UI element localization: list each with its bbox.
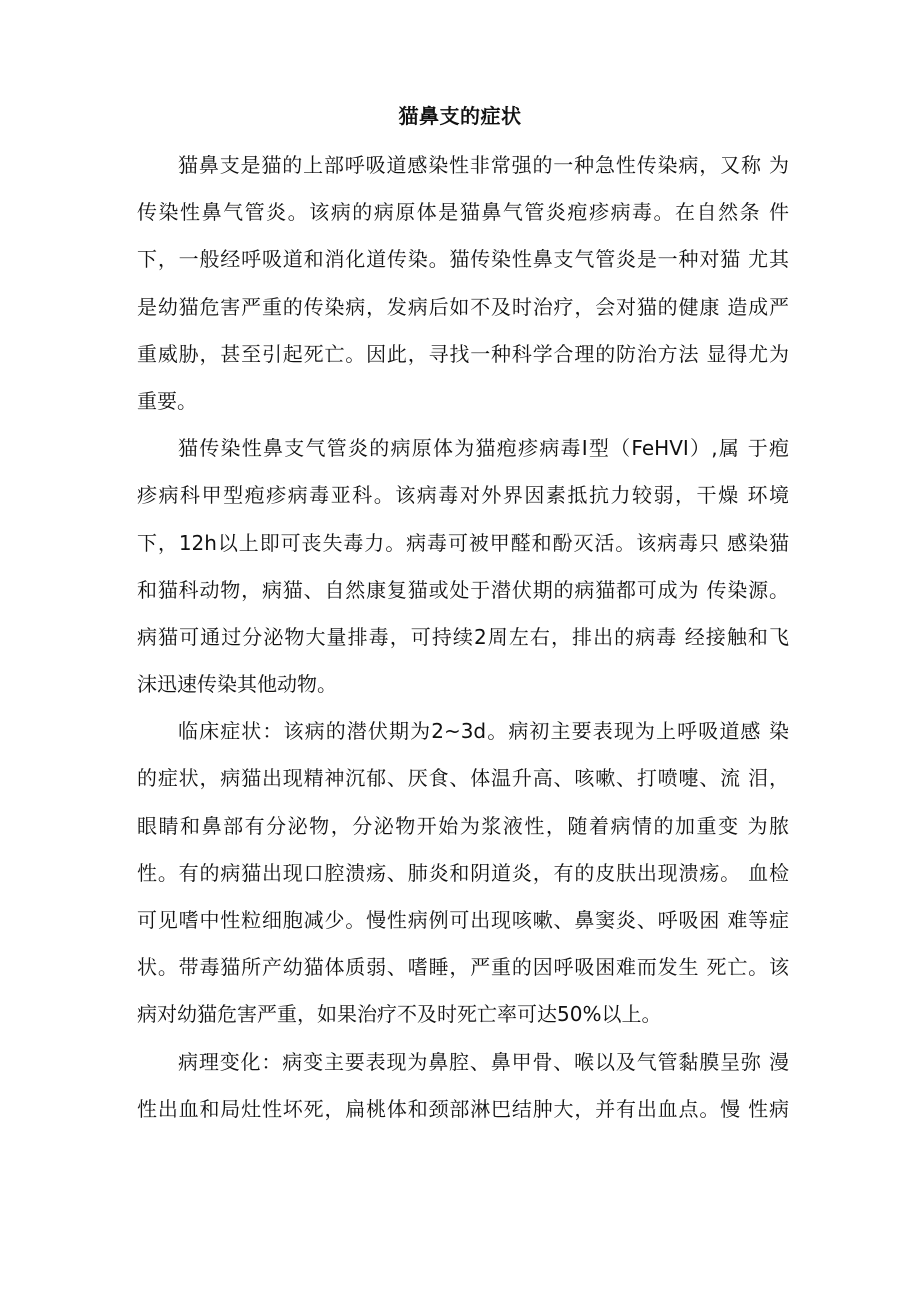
text-line: 性出血和局灶性坏死，扁桃体和颈部淋巴结肿大，并有出血点。慢 性病 <box>137 1096 789 1121</box>
text-line: 和猫科动物，病猫、自然康复猫或处于潜伏期的病猫都可成为 传染源。 <box>137 577 789 602</box>
document-body <box>137 142 789 1133</box>
text-line: 重威胁，甚至引起死亡。因此，寻找一种科学合理的防治方法 显得尤为 <box>137 341 789 366</box>
text-line: 下，一般经呼吸道和消化道传染。猫传染性鼻支气管炎是一种对猫 尤其 <box>137 247 789 272</box>
text-line: 猫传染性鼻支气管炎的病原体为猫疱疹病毒I型（FeHVI）,属 于疱 <box>178 436 789 461</box>
text-line: 可见嗜中性粒细胞减少。慢性病例可出现咳嗽、鼻窦炎、呼吸困 难等症 <box>137 908 789 932</box>
text-line: 重要。 <box>137 388 197 413</box>
text-line: 沫迅速传染其他动物。 <box>137 672 337 697</box>
paragraph-clinical-symptoms <box>137 708 789 1038</box>
text-line: 下，12h以上即可丧失毒力。病毒可被甲醛和酚灭活。该病毒只 感染猫 <box>137 530 789 555</box>
paragraph-pathogen <box>137 425 789 708</box>
text-line: 疹病科甲型疱疹病毒亚科。该病毒对外界因素抵抗力较弱，干燥 环境 <box>137 483 789 508</box>
paragraph-overview <box>137 142 789 425</box>
document-title: 猫鼻支的症状 <box>398 104 522 128</box>
text-line: 眼睛和鼻部有分泌物，分泌物开始为浆液性，随着病情的加重变 为脓 <box>137 813 789 838</box>
text-line: 病理变化：病变主要表现为鼻腔、鼻甲骨、喉以及气管黏膜呈弥 漫 <box>178 1049 789 1074</box>
paragraph-pathology <box>137 1039 789 1133</box>
text-line: 病对幼猫危害严重，如果治疗不及时死亡率可达50%以上。 <box>137 1002 662 1027</box>
text-line: 是幼猫危害严重的传染病，发病后如不及时治疗，会对猫的健康 造成严 <box>137 294 789 319</box>
text-line: 猫鼻支是猫的上部呼吸道感染性非常强的一种急性传染病，又称 为 <box>178 153 789 177</box>
text-line: 临床症状：该病的潜伏期为2~3d。病初主要表现为上呼吸道感 染 <box>178 719 789 744</box>
text-line: 的症状，病猫出现精神沉郁、厌食、体温升高、咳嗽、打喷嚏、流 泪， <box>137 766 789 791</box>
text-line: 状。带毒猫所产幼猫体质弱、嗜睡，严重的因呼吸困难而发生 死亡。该 <box>137 955 789 980</box>
text-line: 性。有的病猫出现口腔溃疡、肺炎和阴道炎，有的皮肤出现溃疡。 血检 <box>137 860 789 885</box>
text-line: 传染性鼻气管炎。该病的病原体是猫鼻气管炎疱疹病毒。在自然条 件 <box>137 200 789 225</box>
text-line: 病猫可通过分泌物大量排毒，可持续2周左右，排出的病毒 经接触和飞 <box>137 624 789 649</box>
